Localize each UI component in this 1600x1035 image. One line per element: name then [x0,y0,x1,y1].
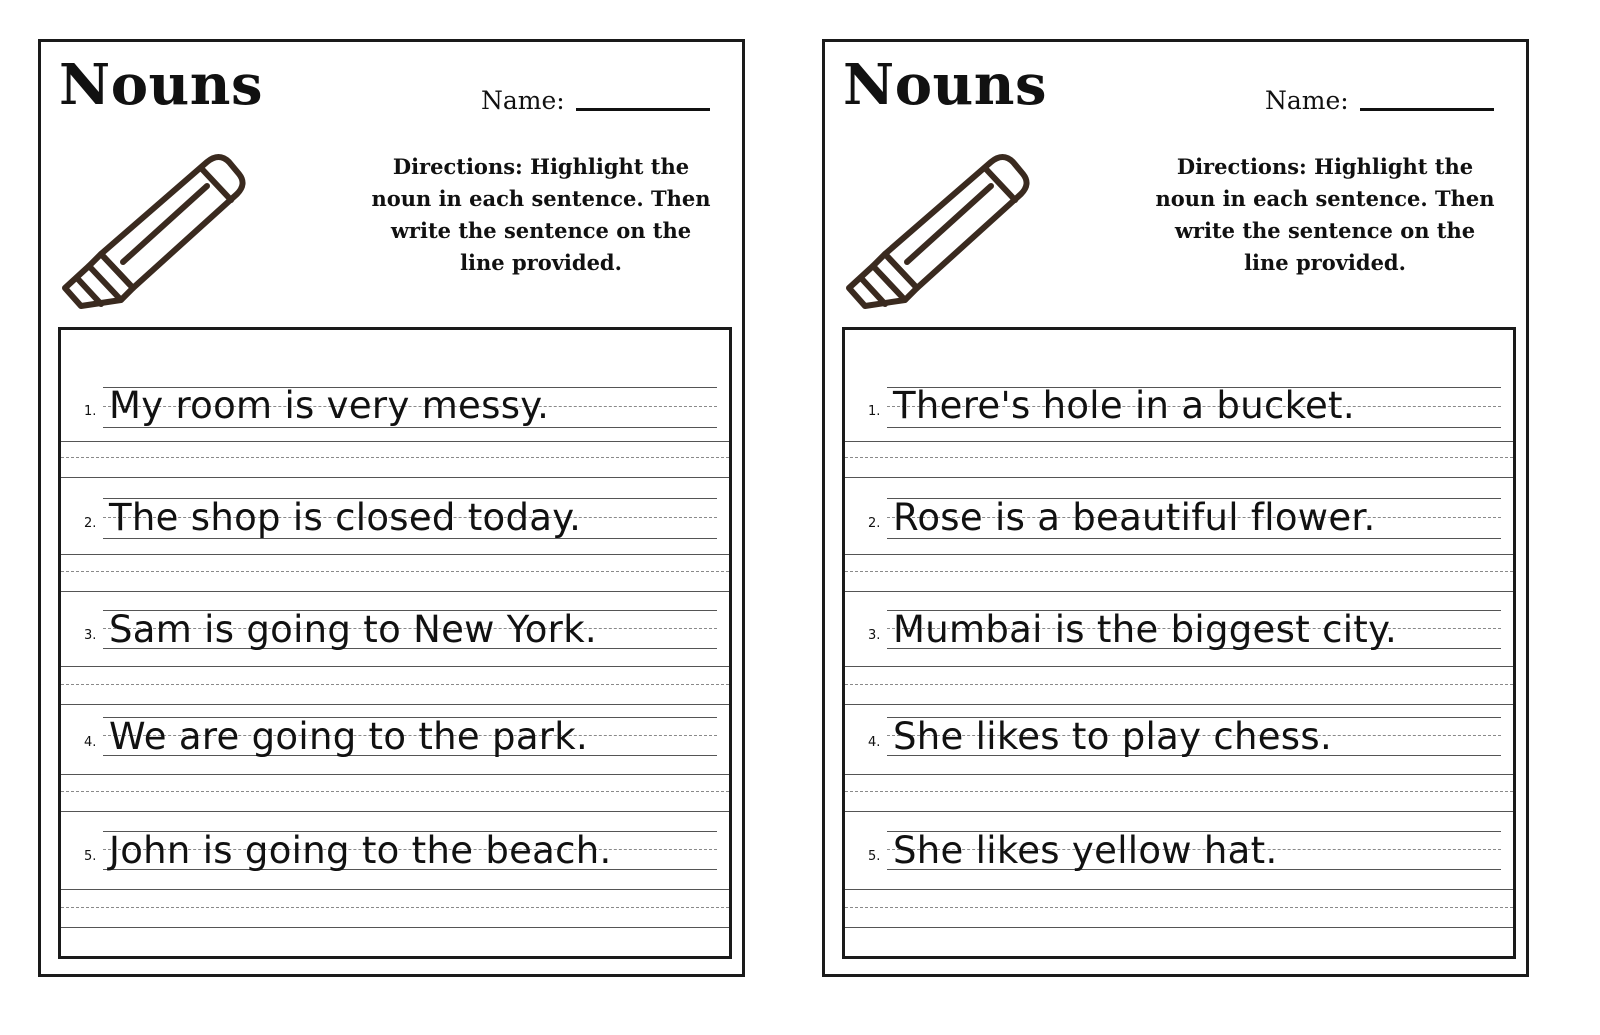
worksheet-title: Nouns [59,52,263,118]
item-sentence: Mumbai is the biggest city. [893,608,1398,651]
name-blank-line[interactable] [1360,108,1494,111]
item-sentence: My room is very messy. [109,384,550,427]
list-item [61,829,729,872]
writing-line [61,554,729,555]
directions-text: Directions: Highlight the noun in each sentence. Then write the sentence on the line provided. [371,154,711,275]
list-item [61,384,729,427]
list-item [845,608,1513,651]
list-item [61,608,729,651]
writing-line [845,684,1513,685]
writing-line [845,441,1513,442]
list-item [845,496,1513,539]
writing-line [61,441,729,442]
item-sentence: She likes yellow hat. [893,829,1278,872]
item-sentence: Sam is going to New York. [109,608,597,651]
writing-line [61,477,729,478]
writing-line [845,791,1513,792]
item-number: 5. [868,849,881,864]
item-number: 4. [84,735,97,750]
list-item [845,384,1513,427]
writing-line [61,927,729,928]
writing-line [845,477,1513,478]
item-number: 3. [868,628,881,643]
name-blank-line[interactable] [576,108,710,111]
writing-line [845,554,1513,555]
writing-line [61,774,729,775]
item-number: 2. [84,516,97,531]
item-number: 4. [868,735,881,750]
item-number: 2. [868,516,881,531]
writing-line [61,907,729,908]
writing-line [845,457,1513,458]
item-number: 5. [84,849,97,864]
writing-line [845,591,1513,592]
writing-line [61,889,729,890]
item-sentence: Rose is a beautiful flower. [893,496,1376,539]
writing-line [61,811,729,812]
writing-line [845,927,1513,928]
list-item [845,715,1513,758]
item-number: 3. [84,628,97,643]
writing-line [845,704,1513,705]
writing-line [845,907,1513,908]
highlighter-marker-icon [61,142,253,312]
item-sentence: She likes to play chess. [893,715,1333,758]
worksheet-title: Nouns [843,52,1047,118]
list-item [61,715,729,758]
item-sentence: John is going to the beach. [109,829,612,872]
name-label: Name: [1265,86,1349,115]
writing-line [61,666,729,667]
writing-lines-box[interactable] [58,327,732,959]
name-label: Name: [481,86,565,115]
list-item [845,829,1513,872]
list-item [61,496,729,539]
guide-line [887,427,1501,428]
writing-lines-box[interactable] [842,327,1516,959]
guide-line [103,427,717,428]
writing-line [61,704,729,705]
writing-line [845,811,1513,812]
item-sentence: We are going to the park. [109,715,589,758]
writing-line [845,571,1513,572]
writing-line [845,774,1513,775]
item-sentence: The shop is closed today. [109,496,582,539]
writing-line [61,571,729,572]
worksheet-left [38,39,745,977]
writing-line [845,666,1513,667]
item-number: 1. [868,404,881,419]
worksheet-right [822,39,1529,977]
writing-line [845,889,1513,890]
directions-text: Directions: Highlight the noun in each sentence. Then write the sentence on the line provided. [1155,154,1495,275]
highlighter-marker-icon [845,142,1037,312]
writing-line [61,457,729,458]
item-sentence: There's hole in a bucket. [893,384,1355,427]
writing-line [61,791,729,792]
writing-line [61,591,729,592]
item-number: 1. [84,404,97,419]
writing-line [61,684,729,685]
